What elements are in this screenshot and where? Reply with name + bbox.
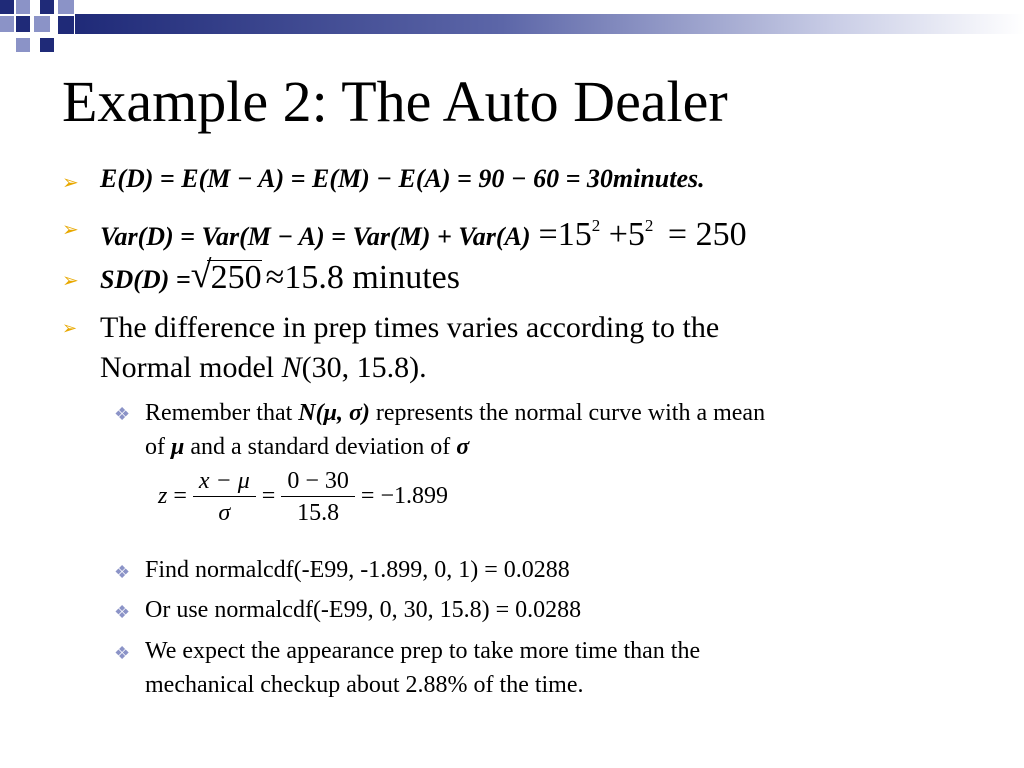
exponent-b: 2 [644,216,654,235]
variance-result: 250 [695,216,747,253]
corner-square-3 [40,0,54,14]
sd-line [100,254,460,304]
or-use-text: Or use normalcdf(-E99, 0, 30, 15.8) = 0.0288 [145,597,582,623]
sd-text: SD(D) = [100,265,191,294]
model-N: N [281,351,302,384]
corner-square-10 [40,38,54,52]
term-a: 15 [557,216,592,253]
remember-a: Remember that [145,400,299,426]
fraction-1-denominator: σ [218,500,231,526]
sd-value: 15.8 [284,259,344,296]
arrow-bullet-icon: ➢ [62,270,79,292]
corner-square-4 [58,0,74,14]
diamond-bullet-icon: ❖ [114,643,131,663]
corner-square-5 [0,16,14,32]
expect-line-2: mechanical checkup about 2.88% of the time. [145,672,584,698]
model-params: (30, 15.8). [301,351,427,384]
diamond-bullet-icon: ❖ [114,562,131,582]
equals-sign: = [538,216,558,253]
fraction-1-numerator: x − μ [193,466,256,497]
sd-unit: minutes [352,259,460,296]
equals-sign: = [360,483,375,510]
expect-line-1: We expect the appearance prep to take more time than the [145,638,701,664]
slide-title: Example 2: The Auto Dealer [62,69,728,134]
header-gradient-bar [75,14,1024,34]
z-formula [158,466,448,529]
remember-line-2 [145,430,765,464]
equals-sign: = [173,483,187,510]
corner-square-1 [0,0,14,14]
remember-line-1 [145,396,765,430]
variance-text: Var(D) = Var(M − A) = Var(M) + Var(A) [100,222,531,251]
remember-d: of [145,434,171,460]
equals-sign: = [667,216,688,253]
corner-square-9 [16,38,30,52]
exponent-a: 2 [591,216,601,235]
arrow-bullet-icon: ➢ [62,219,79,241]
remember-c: represents the normal curve with a mean [369,400,766,426]
plus-sign: + [608,216,628,253]
line2-text: Normal model [100,351,282,384]
diamond-bullet-icon: ❖ [114,404,131,424]
arrow-bullet-icon: ➢ [62,172,79,194]
sd-result [266,259,460,296]
square-root [190,254,262,298]
z-value: −1.899 [380,483,448,510]
corner-square-7 [34,16,50,32]
find-text: Find normalcdf(-E99, -1.899, 0, 1) = 0.0288 [145,557,570,583]
variance-math [539,216,747,253]
radicand: 250 [210,259,262,296]
fraction-2 [281,466,355,529]
mu-symbol: μ [171,434,185,460]
fraction-2-numerator: 0 − 30 [281,466,355,497]
notation: N(μ, σ) [298,400,370,426]
fraction-2-denominator: 15.8 [297,500,340,526]
expect-text [145,634,700,702]
arrow-bullet-icon: ➢ [62,318,78,338]
normal-model-line-1: The difference in prep times varies according to the [100,311,720,344]
remember-f: and a standard deviation of [184,434,457,460]
normal-model-text [100,308,719,388]
sigma-symbol: σ [456,434,470,460]
approx-sign: ≈ [265,259,285,296]
radical-icon: √ [190,254,212,296]
fraction-1 [193,466,256,529]
remember-text [145,396,765,464]
corner-square-6 [16,16,30,32]
corner-square-2 [16,0,30,14]
expectation-line: E(D) = E(M − A) = E(M) − E(A) = 90 − 60 = 30minutes. [100,164,705,193]
corner-square-8 [58,16,74,34]
z-variable: z [158,483,168,510]
equals-sign: = [261,483,276,510]
term-b: 5 [627,216,645,253]
normal-model-line-2 [100,348,719,388]
diamond-bullet-icon: ❖ [114,602,131,622]
variance-line [100,206,747,261]
